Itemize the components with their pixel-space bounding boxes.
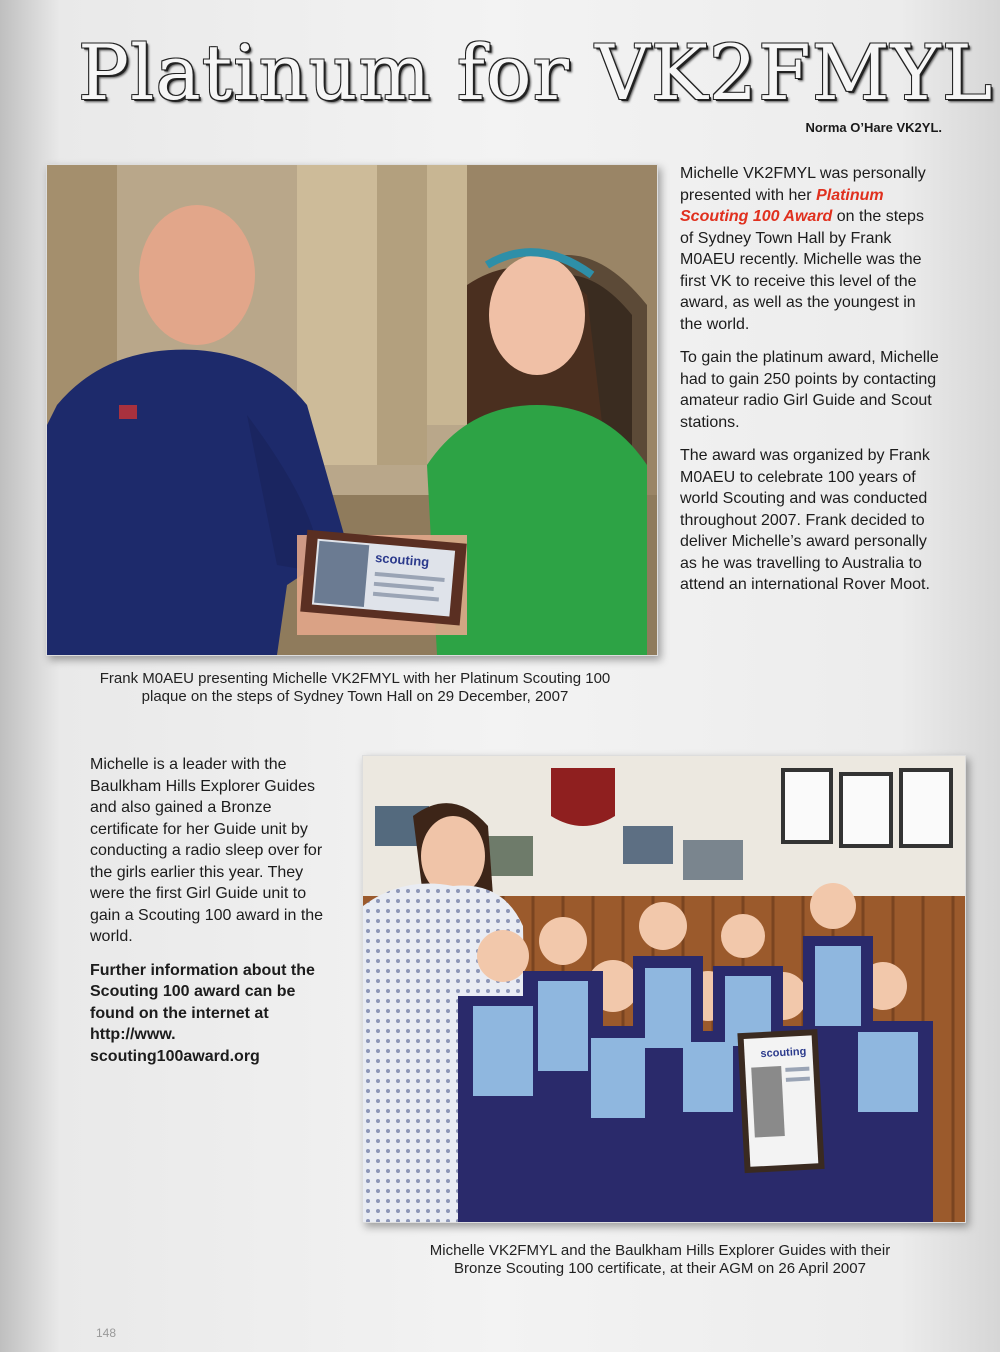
photo2-caption-line2: Bronze Scouting 100 certificate, at their AGM on 26 April 2007 (454, 1260, 866, 1277)
page-title: Platinum for VK2FMYL (78, 28, 994, 117)
presentation-photo (46, 164, 658, 656)
article-left-column (90, 754, 340, 1079)
paragraph-2: To gain the platinum award, Michelle had to gain 250 points by contacting amateur radio Girl Guide and Scout stations. (680, 349, 939, 431)
photo1-caption-line2: plaque on the steps of Sydney Town Hall on 29 December, 2007 (141, 688, 569, 705)
certificate-label: scouting (760, 1045, 807, 1061)
byline: Norma O’Hare VK2YL. (805, 120, 942, 135)
guides-group-photo (362, 755, 966, 1223)
award-name: Platinum Scouting 100 Award (680, 186, 884, 225)
paragraph-3: The award was organized by Frank M0AEU to celebrate 100 years of world Scouting and was conducted throughout 2007. Frank decided to deliver Michelle’s award personally as he was travelling to Australia to attend an international Rover Moot. (680, 447, 930, 593)
photo2-caption (350, 1242, 970, 1278)
page-number: 148 (96, 1326, 117, 1340)
plaque-label: scouting (374, 549, 430, 570)
article-right-column (680, 163, 940, 608)
p1-text-end: on the steps of Sydney Town Hall by Frank M0AEU recently. Michelle was the first VK to receive this level of the award, as well as the youngest in the world. (680, 208, 924, 333)
further-info: Further information about the Scouting 100 award can be found on the internet at http://www. scouting100award.org (90, 961, 315, 1065)
photo1-caption (30, 670, 680, 706)
photo2-caption-line1: Michelle VK2FMYL and the Baulkham Hills Explorer Guides with their (429, 1242, 891, 1259)
photo1-caption-line1: Frank M0AEU presenting Michelle VK2FMYL with her Platinum Scouting 100 (99, 670, 611, 687)
p1-text: Michelle VK2FMYL was personally presented with her (680, 165, 926, 204)
paragraph-1 (680, 163, 940, 335)
paragraph-4: Michelle is a leader with the Baulkham Hills Explorer Guides and also gained a Bronze certificate for her Guide unit by conducting a radio sleep over for the girls earlier this year. They were the first Girl Guide unit to gain a Scouting 100 award in the world. (90, 756, 324, 945)
